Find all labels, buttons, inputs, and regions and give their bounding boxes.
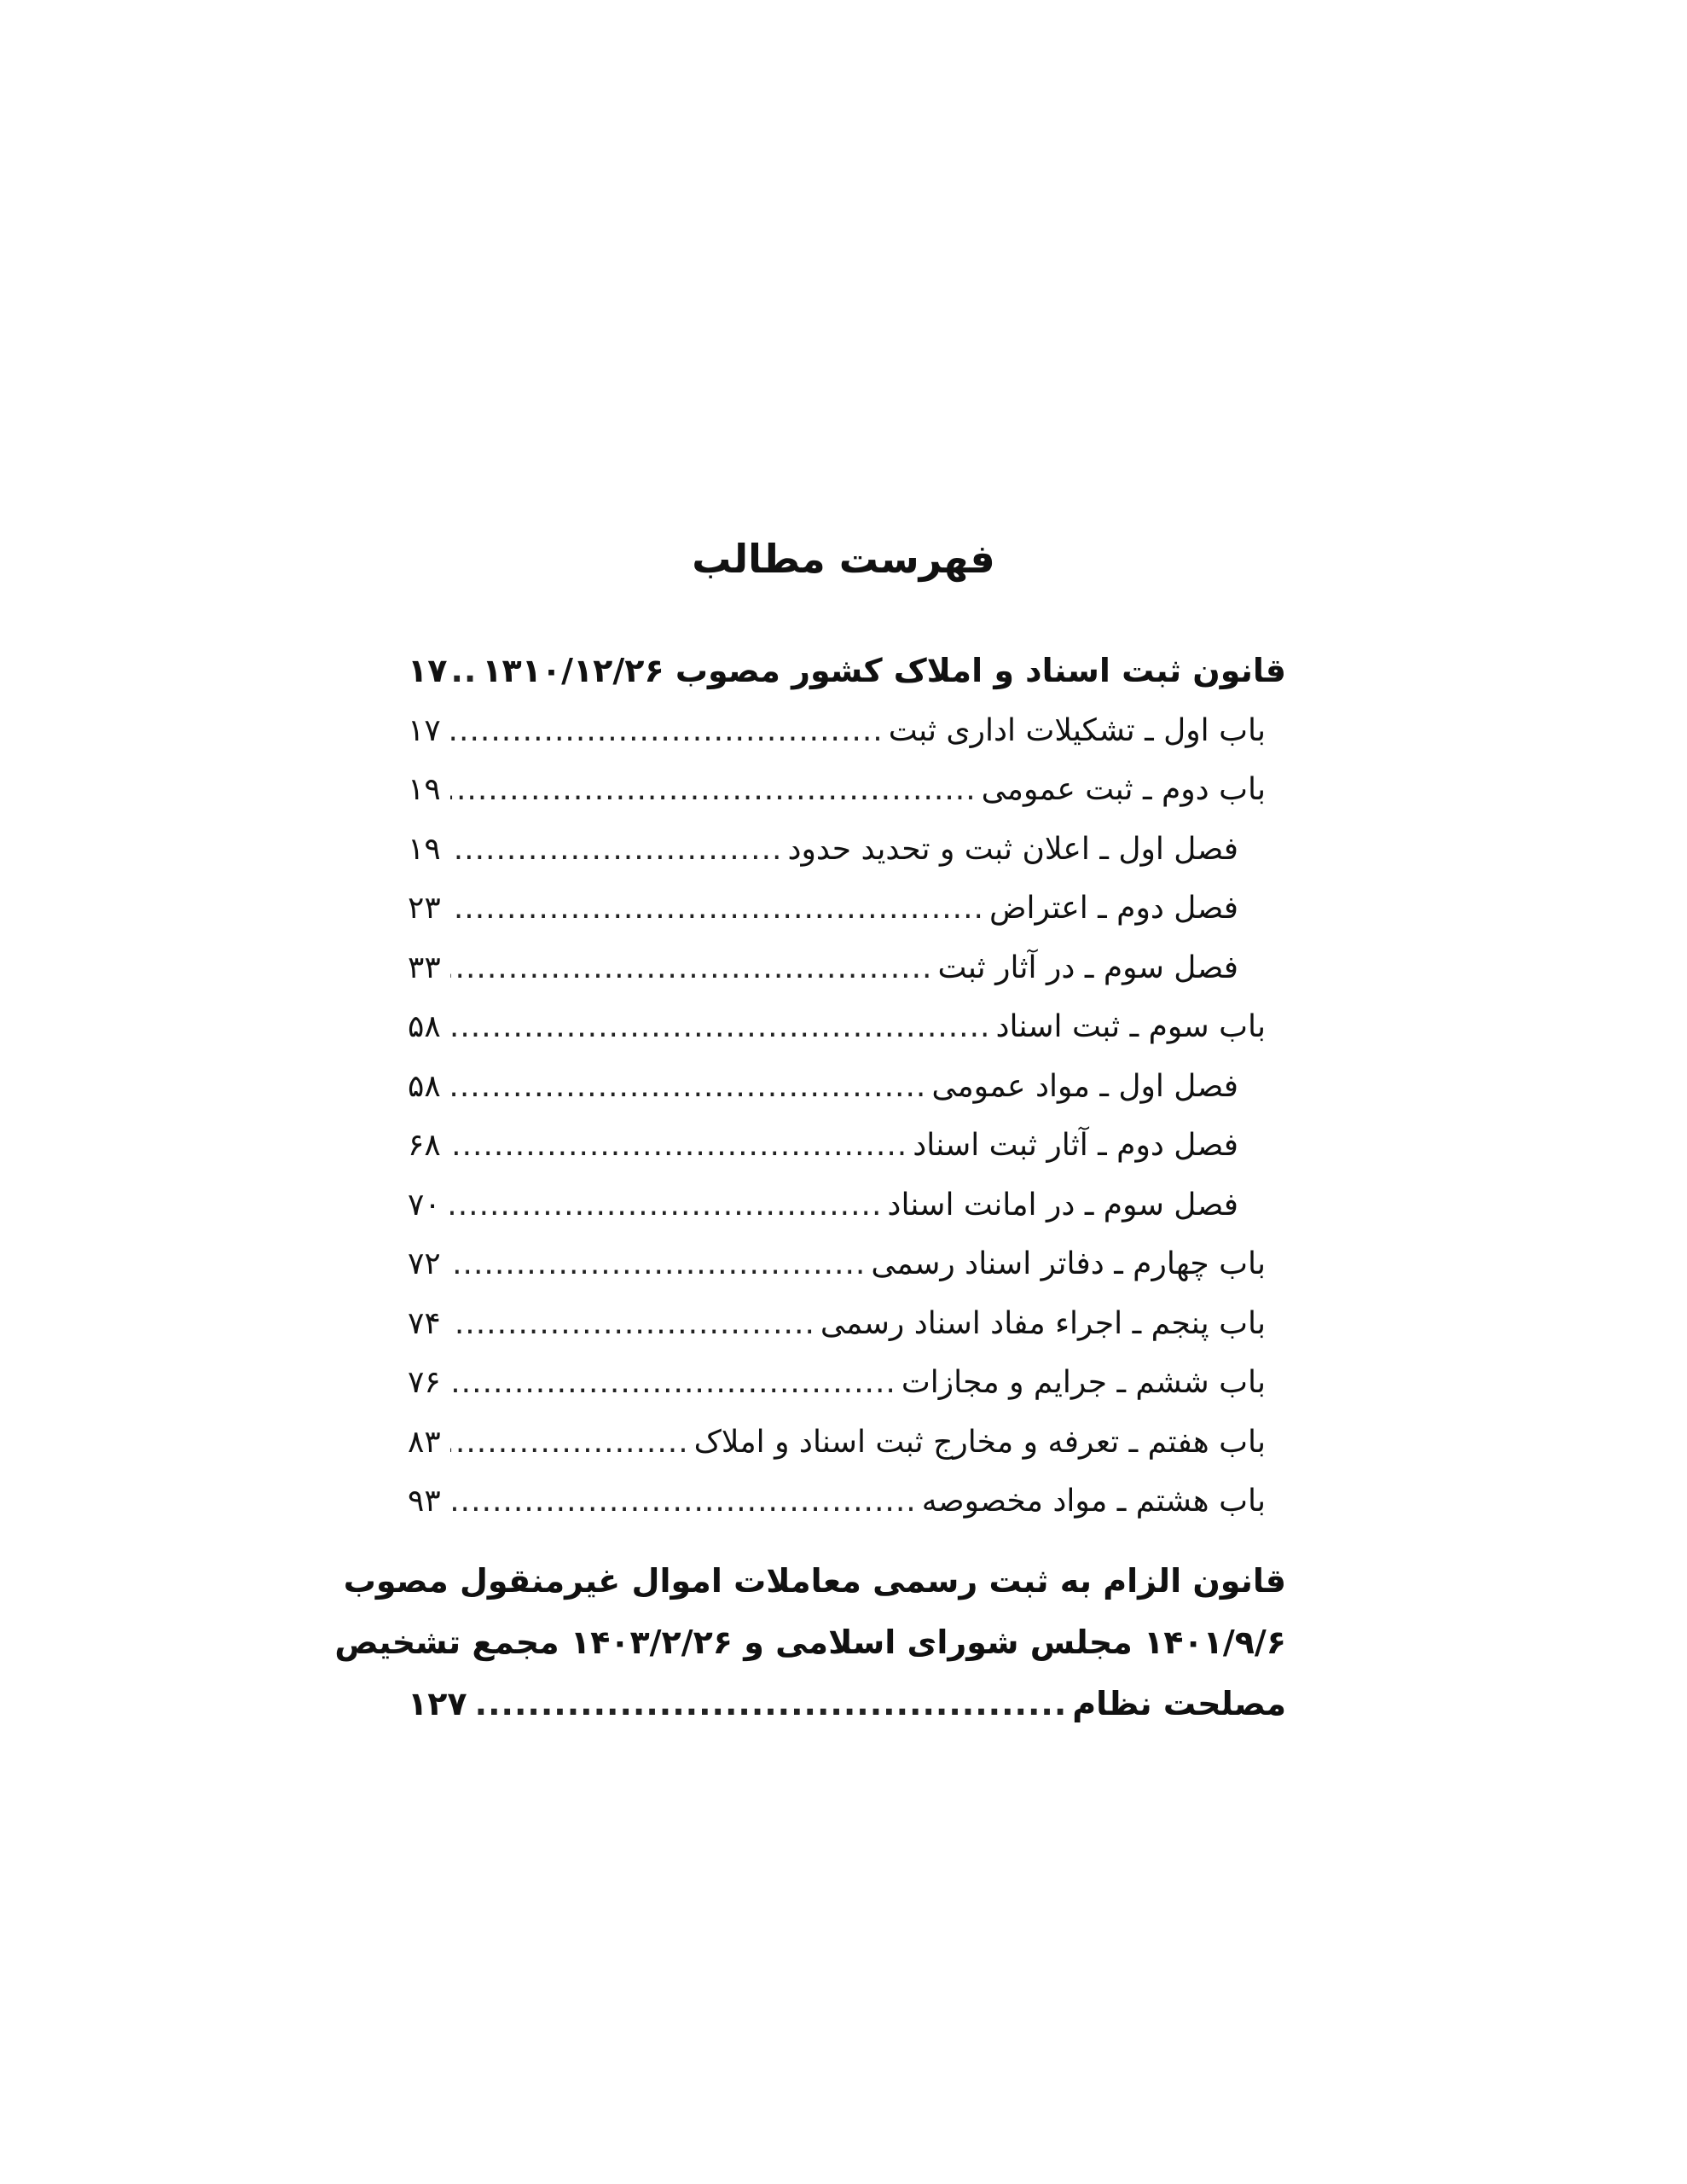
dot-leader [450, 1116, 907, 1176]
toc-page-number: ۱۷ [408, 712, 441, 748]
toc-page-number: ۶۸ [408, 1128, 441, 1163]
toc-entry-law[interactable] [408, 642, 1286, 701]
dot-leader [472, 1673, 1068, 1734]
dot-leader [450, 997, 990, 1057]
toc-entry-label: فصل اول ـ مواد عمومی [931, 1068, 1238, 1104]
toc-entry-label: باب چهارم ـ دفاتر اسناد رسمی [871, 1246, 1266, 1281]
dot-leader [450, 820, 782, 880]
toc-entry-label: باب هشتم ـ مواد مخصوصه [921, 1484, 1266, 1519]
toc-entry-chapter-6[interactable] [408, 1353, 1286, 1413]
toc-entry-line: ۱۴۰۱/۹/۶ مجلس شورای اسلامی و ۱۴۰۳/۲/۲۶ مجمع تشخیص [334, 1623, 1286, 1661]
toc-entry-label: قانون ثبت اسناد و املاک کشور مصوب ۱۳۱۰/۱۲/۲۶ [482, 652, 1286, 689]
toc-entry-section[interactable] [408, 938, 1286, 998]
toc-entry-section[interactable] [408, 879, 1286, 938]
dot-leader [450, 1413, 689, 1472]
dot-leader [450, 701, 884, 761]
dot-leader [450, 1353, 896, 1413]
toc-entry-label: فصل اول ـ اعلان ثبت و تحدید حدود [787, 831, 1238, 867]
toc-page-number: ۸۳ [408, 1424, 441, 1460]
toc-entry-section[interactable] [408, 820, 1286, 880]
toc-page-number: ۷۴ [408, 1305, 441, 1341]
toc-entry-label: فصل سوم ـ در امانت اسناد [887, 1187, 1238, 1223]
toc-entry-chapter-2[interactable] [408, 760, 1286, 820]
toc-page-number: ۹۳ [408, 1484, 441, 1519]
toc-page-number: ۷۶ [408, 1365, 441, 1400]
toc-entry-final-line [408, 1673, 1286, 1734]
table-of-contents [334, 642, 1286, 1734]
toc-entry-label: باب ششم ـ جرایم و مجازات [901, 1365, 1266, 1400]
toc-entry-chapter-4[interactable] [408, 1234, 1286, 1294]
toc-entry-section[interactable] [408, 1116, 1286, 1176]
toc-page-number: ۱۷ [408, 652, 448, 689]
toc-entry-label: فصل دوم ـ اعتراض [988, 891, 1238, 926]
toc-page-number: ۷۰ [408, 1187, 441, 1223]
toc-entry-chapter-7[interactable] [408, 1413, 1286, 1472]
toc-entry-label: باب پنجم ـ اجراء مفاد اسناد رسمی [820, 1305, 1266, 1341]
toc-page-number: ۷۲ [408, 1246, 441, 1281]
toc-page-number: ۵۸ [408, 1009, 441, 1044]
dot-leader [450, 1294, 815, 1354]
toc-entry-line: قانون الزام به ثبت رسمی معاملات اموال غیرمنقول مصوب [343, 1561, 1286, 1600]
dot-leader [450, 879, 984, 938]
toc-page-number: ۱۹ [408, 831, 441, 867]
dot-leader [450, 938, 932, 998]
page-title: فهرست مطالب [692, 536, 995, 582]
dot-leader [452, 642, 477, 701]
dot-leader [450, 1472, 917, 1531]
toc-page-number: ۲۳ [408, 891, 441, 926]
dot-leader [450, 1176, 882, 1235]
toc-entry-chapter-3[interactable] [408, 997, 1286, 1057]
toc-entry-chapter-8[interactable] [408, 1472, 1286, 1531]
toc-entry-label: باب دوم ـ ثبت عمومی [981, 772, 1266, 807]
toc-entry-label: فصل سوم ـ در آثار ثبت [937, 950, 1238, 985]
toc-page-number: ۵۸ [408, 1068, 441, 1104]
toc-entry-section[interactable] [408, 1176, 1286, 1235]
toc-page-number: ۱۹ [408, 772, 441, 807]
toc-entry-label: فصل دوم ـ آثار ثبت اسناد [913, 1128, 1238, 1163]
dot-leader [450, 760, 977, 820]
toc-page-number: ۱۲۷ [408, 1684, 467, 1722]
toc-entry-law-2[interactable] [334, 1550, 1286, 1734]
dot-leader [450, 1057, 926, 1117]
toc-entry-section[interactable] [408, 1057, 1286, 1117]
toc-entry-label: باب سوم ـ ثبت اسناد [995, 1009, 1266, 1044]
toc-page-number: ۳۳ [408, 950, 441, 985]
toc-entry-label: مصلحت نظام [1072, 1684, 1286, 1722]
toc-entry-label: باب هفتم ـ تعرفه و مخارج ثبت اسناد و املاک [693, 1424, 1266, 1460]
dot-leader [450, 1234, 866, 1294]
toc-entry-chapter-1[interactable] [408, 701, 1286, 761]
toc-entry-chapter-5[interactable] [408, 1294, 1286, 1354]
toc-entry-label: باب اول ـ تشکیلات اداری ثبت [888, 712, 1266, 748]
